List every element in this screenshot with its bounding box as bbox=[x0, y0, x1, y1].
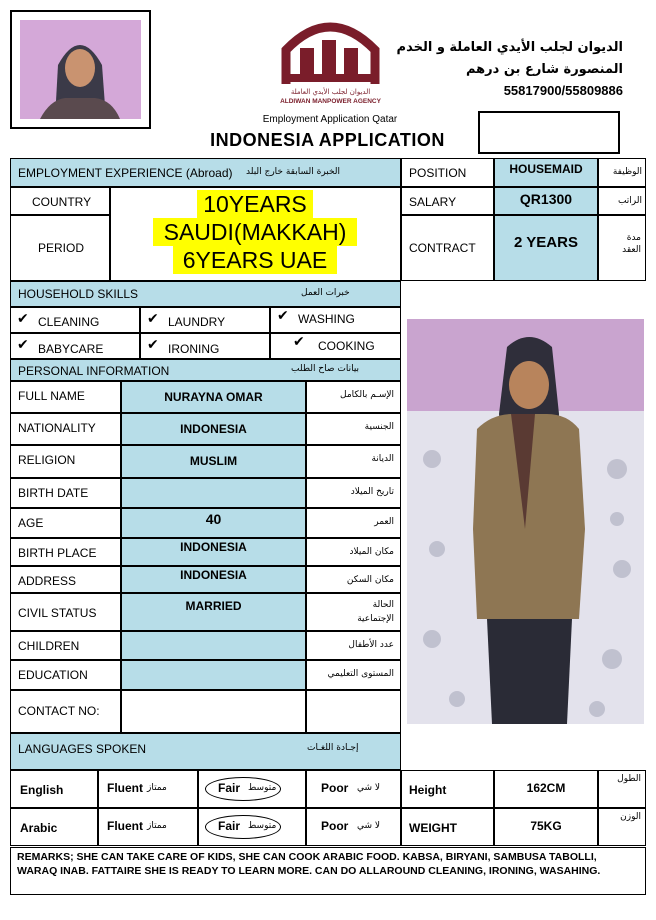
english-fluent-cell bbox=[98, 770, 198, 808]
poor-label-ar: لا شي bbox=[357, 821, 381, 831]
fluent-label: Fluent bbox=[107, 819, 143, 833]
personal-header bbox=[10, 359, 401, 381]
age-label: AGE bbox=[18, 516, 44, 530]
nationality-label-ar: الجنسية bbox=[364, 422, 394, 432]
languages-header bbox=[10, 733, 401, 770]
skill-label: BABYCARE bbox=[38, 342, 104, 356]
experience-value-cell bbox=[110, 187, 401, 281]
children-label-cell bbox=[10, 631, 121, 660]
stat-label: Height bbox=[409, 783, 447, 797]
experience-label-ar: الخبرة السابقة خارج البلد bbox=[246, 167, 341, 177]
nationality-value: INDONESIA bbox=[180, 422, 247, 436]
address-value: INDONESIA bbox=[180, 568, 247, 582]
english-lang-label: English bbox=[20, 783, 64, 797]
age-label-ar: العمر bbox=[374, 517, 394, 527]
arabic-lang-cell bbox=[10, 808, 98, 846]
period-label: PERIOD bbox=[38, 241, 85, 255]
arabic-poor-cell bbox=[306, 808, 401, 846]
nationality-label: NATIONALITY bbox=[18, 421, 96, 435]
civil-status-value-cell bbox=[121, 593, 306, 631]
remarks-box bbox=[10, 847, 646, 895]
reference-box bbox=[478, 111, 620, 154]
civil-status-label: CIVIL STATUS bbox=[18, 606, 97, 620]
english-fair-cell bbox=[198, 770, 306, 808]
birth-place-label-cell bbox=[10, 538, 121, 566]
skill-cooking bbox=[270, 333, 401, 359]
birth-date-label: BIRTH DATE bbox=[18, 486, 89, 500]
skill-ironing bbox=[140, 333, 270, 359]
contract-label: CONTRACT bbox=[409, 241, 476, 255]
personal-label-ar: بيانات صاح الطلب bbox=[291, 364, 360, 374]
birth-date-label-cell bbox=[10, 478, 121, 508]
civil-status-label-ar: الحالة الإجتماعية bbox=[357, 600, 394, 624]
experience-line-1: 10YEARS bbox=[197, 190, 313, 218]
arabic-fluent-cell bbox=[98, 808, 198, 846]
religion-label-cell bbox=[10, 445, 121, 478]
check-icon: ✔ bbox=[17, 337, 29, 353]
skill-label: WASHING bbox=[298, 312, 355, 326]
salary-ar-cell bbox=[598, 187, 646, 215]
stat-value: 162CM bbox=[526, 781, 566, 795]
english-stat-ar-cell bbox=[598, 770, 646, 808]
skill-label: CLEANING bbox=[38, 315, 100, 329]
passport-photo bbox=[10, 10, 151, 129]
education-label: EDUCATION bbox=[18, 668, 88, 682]
age-value: 40 bbox=[205, 511, 222, 527]
personal-label: PERSONAL INFORMATION bbox=[18, 364, 170, 378]
skill-laundry bbox=[140, 307, 270, 333]
remarks-text: REMARKS; SHE CAN TAKE CARE OF KIDS, SHE CAN COOK ARABIC FOOD. KABSA, BIRYANI, SAMBUSA TABOLLI, WARAQ INAB. FATTAIRE SHE IS READY TO LEARN MORE. CAN DO ALLAROUND CLEANING, IRONING, WASAHING. bbox=[17, 851, 601, 877]
full-body-image bbox=[407, 319, 644, 724]
arabic-stat-value-cell bbox=[494, 808, 598, 846]
full-name-label-ar: الإسـم بالكامل bbox=[340, 390, 394, 400]
nationality-label-cell bbox=[10, 413, 121, 445]
period-label-cell bbox=[10, 215, 110, 281]
position-label-cell bbox=[401, 158, 494, 187]
position-value-cell bbox=[494, 158, 598, 187]
experience-highlight bbox=[153, 190, 357, 276]
experience-header bbox=[10, 158, 401, 187]
civil-status-value: MARRIED bbox=[185, 599, 242, 613]
check-icon: ✔ bbox=[147, 337, 159, 353]
education-ar-cell bbox=[306, 660, 401, 690]
salary-label-cell bbox=[401, 187, 494, 215]
form-title: INDONESIA APPLICATION bbox=[210, 130, 445, 150]
arabic-stat-label-cell bbox=[401, 808, 494, 846]
salary-value-cell bbox=[494, 187, 598, 215]
contract-label-cell bbox=[401, 215, 494, 281]
nationality-value-cell bbox=[121, 413, 306, 445]
check-icon: ✔ bbox=[147, 311, 159, 327]
poor-label-ar: لا شي bbox=[357, 783, 381, 793]
age-value-cell bbox=[121, 508, 306, 538]
religion-label: RELIGION bbox=[18, 453, 76, 467]
birth-date-ar-cell bbox=[306, 478, 401, 508]
stat-label-ar: الطول bbox=[617, 774, 641, 784]
contract-ar-cell bbox=[598, 215, 646, 281]
salary-label: SALARY bbox=[409, 195, 457, 209]
full-name-value: NURAYNA OMAR bbox=[164, 390, 263, 404]
contract-value: 2 YEARS bbox=[514, 234, 578, 251]
age-ar-cell bbox=[306, 508, 401, 538]
contact-no-label-cell bbox=[10, 690, 121, 733]
stat-value: 75KG bbox=[530, 819, 562, 833]
fluent-label-ar: ممتاز bbox=[147, 821, 167, 831]
check-icon: ✔ bbox=[293, 334, 305, 350]
check-icon: ✔ bbox=[17, 311, 29, 327]
skill-cleaning bbox=[10, 307, 140, 333]
english-lang-cell bbox=[10, 770, 98, 808]
fair-label: Fair bbox=[218, 781, 241, 795]
arabic-fair-cell bbox=[198, 808, 306, 846]
contact-no-label: CONTACT NO: bbox=[18, 704, 100, 718]
arabic-title-1: الديوان لجلب الأيدي العاملة و الخدم bbox=[396, 40, 623, 55]
experience-line-3: 6YEARS UAE bbox=[173, 246, 337, 274]
education-label-cell bbox=[10, 660, 121, 690]
birth-date-value-cell bbox=[121, 478, 306, 508]
agency-logo bbox=[278, 12, 383, 107]
form-subtitle: Employment Application Qatar bbox=[262, 114, 398, 125]
full-name-label-cell bbox=[10, 381, 121, 413]
birth-date-label-ar: تاريخ الميلاد bbox=[350, 487, 394, 497]
age-label-cell bbox=[10, 508, 121, 538]
address-ar-cell bbox=[306, 566, 401, 593]
birth-place-ar-cell bbox=[306, 538, 401, 566]
children-label-ar: عدد الأطفال bbox=[348, 640, 394, 650]
religion-ar-cell bbox=[306, 445, 401, 478]
religion-value: MUSLIM bbox=[189, 454, 238, 468]
fair-selected-circle bbox=[205, 815, 281, 839]
skill-label: IRONING bbox=[168, 342, 220, 356]
skill-washing bbox=[270, 307, 401, 333]
skills-label: HOUSEHOLD SKILLS bbox=[18, 287, 139, 301]
skills-header bbox=[10, 281, 401, 307]
children-label: CHILDREN bbox=[18, 639, 80, 653]
skill-label: COOKING bbox=[318, 339, 375, 353]
birth-place-value-cell bbox=[121, 538, 306, 566]
logo-arabic-text: الديوان لجلب الأيدي العاملة bbox=[290, 88, 371, 96]
children-ar-cell bbox=[306, 631, 401, 660]
contract-label-ar: مدة العقد bbox=[622, 233, 641, 255]
birth-place-label-ar: مكان الميلاد bbox=[349, 547, 394, 557]
logo-english-text: ALDIWAN MANPOWER AGENCY bbox=[280, 98, 381, 105]
education-label-ar: المستوى التعليمي bbox=[327, 669, 394, 679]
full-body-photo bbox=[407, 319, 644, 724]
skill-babycare bbox=[10, 333, 140, 359]
arabic-stat-ar-cell bbox=[598, 808, 646, 846]
full-name-label: FULL NAME bbox=[18, 389, 85, 403]
poor-label: Poor bbox=[321, 781, 349, 795]
children-value-cell bbox=[121, 631, 306, 660]
full-name-value-cell bbox=[121, 381, 306, 413]
contract-value-cell bbox=[494, 215, 598, 281]
civil-status-ar-cell bbox=[306, 593, 401, 631]
portrait-small-image bbox=[20, 20, 141, 119]
education-value-cell bbox=[121, 660, 306, 690]
nationality-ar-cell bbox=[306, 413, 401, 445]
fair-label-ar: متوسط bbox=[248, 821, 277, 831]
skill-label: LAUNDRY bbox=[168, 315, 226, 329]
fluent-label-ar: ممتاز bbox=[147, 783, 167, 793]
experience-line-2: SAUDI(MAKKAH) bbox=[153, 218, 357, 246]
position-label: POSITION bbox=[409, 166, 467, 180]
languages-label: LANGUAGES SPOKEN bbox=[18, 742, 147, 756]
address-value-cell bbox=[121, 566, 306, 593]
english-poor-cell bbox=[306, 770, 401, 808]
english-stat-value-cell bbox=[494, 770, 598, 808]
fair-selected-circle bbox=[205, 777, 281, 801]
languages-label-ar: إجـادة اللغـات bbox=[307, 743, 359, 753]
stat-label: WEIGHT bbox=[409, 821, 457, 835]
poor-label: Poor bbox=[321, 819, 349, 833]
arabic-title-2: المنصورة شارع بن درهم bbox=[465, 62, 623, 77]
address-label: ADDRESS bbox=[18, 574, 77, 588]
religion-label-ar: الديانة bbox=[371, 454, 394, 464]
position-value: HOUSEMAID bbox=[509, 162, 583, 176]
religion-value-cell bbox=[121, 445, 306, 478]
fluent-label: Fluent bbox=[107, 781, 143, 795]
country-label-cell bbox=[10, 187, 110, 215]
check-icon: ✔ bbox=[277, 308, 289, 324]
country-label: COUNTRY bbox=[32, 195, 92, 209]
contact-no-value-cell bbox=[121, 690, 306, 733]
position-label-ar: الوظيفة bbox=[612, 167, 642, 177]
contact-no-ar-cell bbox=[306, 690, 401, 733]
fair-label: Fair bbox=[218, 819, 241, 833]
phone-numbers: 55817900/55809886 bbox=[503, 83, 623, 98]
position-ar-cell bbox=[598, 158, 646, 187]
birth-place-value: INDONESIA bbox=[180, 540, 247, 554]
salary-value: QR1300 bbox=[519, 191, 573, 207]
stat-label-ar: الوزن bbox=[620, 812, 641, 822]
civil-status-label-cell bbox=[10, 593, 121, 631]
full-name-ar-cell bbox=[306, 381, 401, 413]
arabic-lang-label: Arabic bbox=[20, 821, 58, 835]
experience-label: EMPLOYMENT EXPERIENCE (Abroad) bbox=[18, 166, 233, 180]
fair-label-ar: متوسط bbox=[248, 783, 277, 793]
address-label-ar: مكان السكن bbox=[346, 575, 394, 585]
skills-label-ar: خبرات العمل bbox=[301, 288, 350, 298]
english-stat-label-cell bbox=[401, 770, 494, 808]
salary-label-ar: الراتب bbox=[617, 196, 642, 206]
address-label-cell bbox=[10, 566, 121, 593]
birth-place-label: BIRTH PLACE bbox=[18, 546, 97, 560]
